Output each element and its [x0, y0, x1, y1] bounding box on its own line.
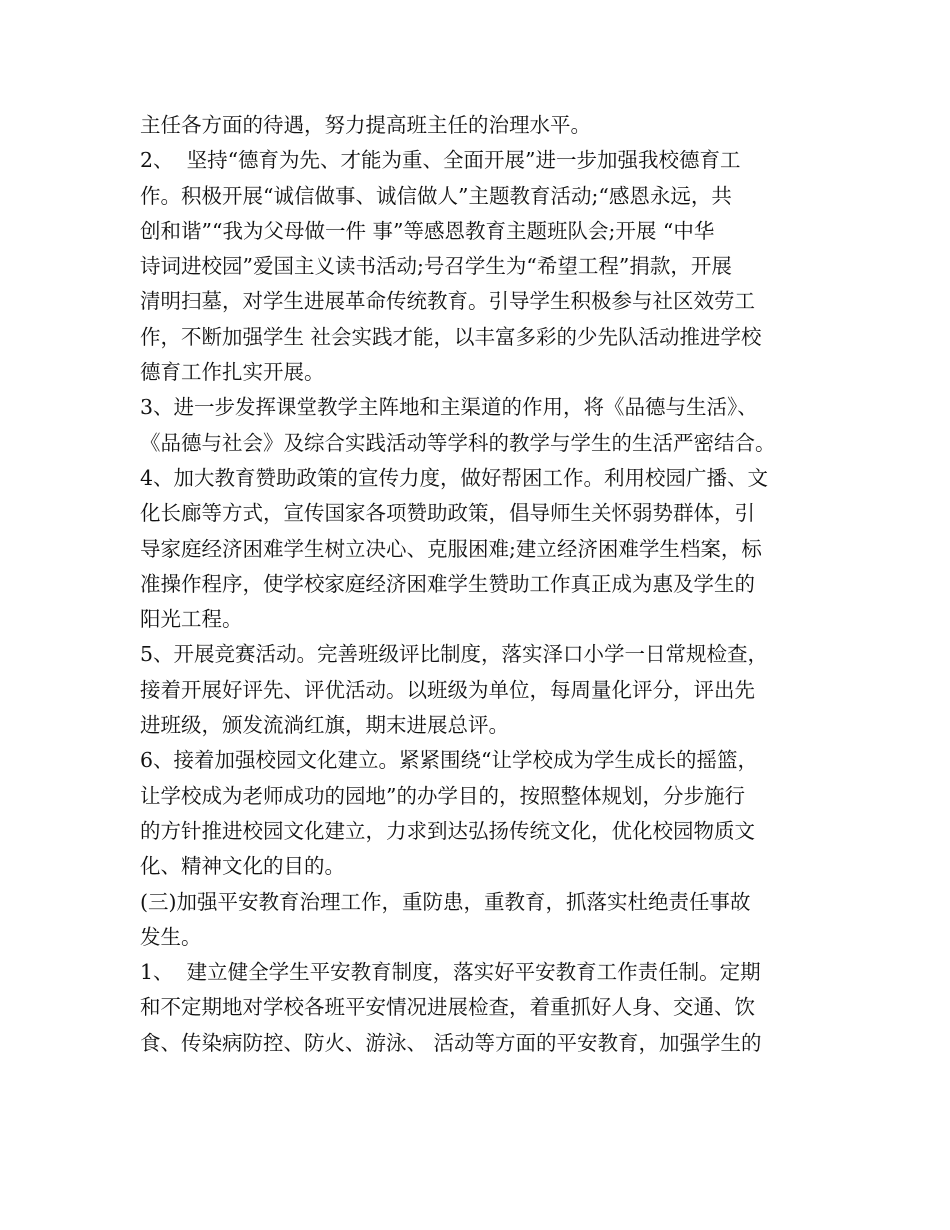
text-line: 准操作程序，使学校家庭经济困难学生赞助工作真正成为惠及学生的	[140, 571, 755, 596]
text-line: 让学校成为老师成功的园地”的办学目的，按照整体规划，分步施行	[140, 783, 745, 808]
document-body	[140, 108, 820, 1061]
text-line: 作，不断加强学生 社会实践才能，以丰富多彩的少先队活动推进学校	[140, 324, 762, 349]
text-line: 主任各方面的待遇，努力提高班主任的治理水平。	[140, 113, 591, 137]
text-line: (三)加强平安教育治理工作，重防患，重教育，抓落实杜绝责任事故	[140, 889, 751, 914]
text-line: 导家庭经济困难学生树立决心、克服困难;建立经济困难学生档案，标	[140, 536, 762, 561]
text-line: 的方针推进校园文化建立，力求到达弘扬传统文化，优化校园物质文	[140, 818, 755, 843]
text-line: 6、接着加强校园文化建立。紧紧围绕“让学校成为学生成长的摇篮，	[140, 748, 759, 773]
text-line: 德育工作扎实开展。	[140, 360, 325, 385]
text-line: 进班级，颁发流淌红旗，期末进展总评。	[140, 713, 509, 738]
text-line: 1、 建立健全学生平安教育制度，落实好平安教育工作责任制。定期	[140, 960, 761, 985]
text-line: 发生。	[140, 924, 202, 949]
text-line: 化长廊等方式，宣传国家各项赞助政策，倡导师生关怀弱势群体，引	[140, 501, 755, 526]
text-line: 4、加大教育赞助政策的宣传力度，做好帮困工作。利用校园广播、文	[140, 465, 769, 490]
text-line: 《品德与社会》及综合实践活动等学科的教学与学生的生活严密结合。	[140, 430, 776, 455]
text-line: 诗词进校园”爱国主义读书活动;号召学生为“希望工程”捐款，开展	[140, 254, 732, 279]
text-line: 清明扫墓，对学生进展革命传统教育。引导学生积极参与社区效劳工	[140, 289, 755, 314]
text-line: 阳光工程。	[140, 607, 243, 632]
text-line: 3、进一步发挥课堂教学主阵地和主渠道的作用，将《品德与生活》、	[140, 395, 758, 420]
text-line: 和不定期地对学校各班平安情况进展检查，着重抓好人身、交通、饮	[140, 995, 755, 1020]
text-line: 2、 坚持“德育为先、才能为重、全面开展”进一步加强我校德育工	[140, 148, 741, 173]
text-line: 创和谐”“我为父母做一件 事”等感恩教育主题班队会;开展 “中华	[140, 218, 715, 243]
text-line: 食、传染病防控、防火、游泳、 活动等方面的平安教育，加强学生的	[140, 1030, 762, 1055]
text-line: 作。积极开展“诚信做事、诚信做人”主题教育活动;“感恩永远，共	[140, 183, 732, 208]
text-line: 5、开展竞赛活动。完善班级评比制度，落实泽口小学一日常规检查，	[140, 642, 769, 667]
text-line: 化、精神文化的目的。	[140, 854, 345, 879]
text-line: 接着开展好评先、评优活动。以班级为单位，每周量化评分，评出先	[140, 677, 755, 702]
